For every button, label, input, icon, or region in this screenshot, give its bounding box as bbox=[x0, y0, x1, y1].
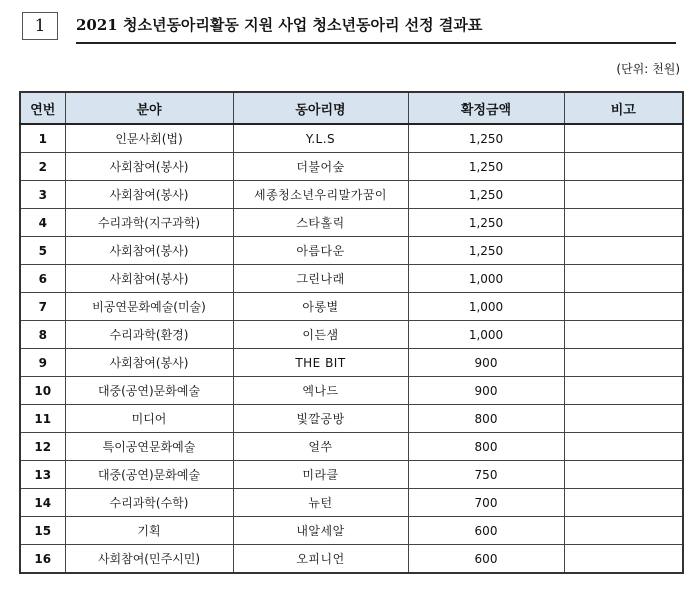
row-field: 사회참여(봉사) bbox=[65, 181, 233, 209]
row-note bbox=[564, 405, 683, 433]
row-note bbox=[564, 293, 683, 321]
row-amount: 700 bbox=[408, 489, 564, 517]
row-note bbox=[564, 489, 683, 517]
row-field: 대중(공연)문화예술 bbox=[65, 377, 233, 405]
row-field: 대중(공연)문화예술 bbox=[65, 461, 233, 489]
row-amount: 900 bbox=[408, 377, 564, 405]
row-field: 기획 bbox=[65, 517, 233, 545]
document-header bbox=[22, 12, 682, 42]
row-note bbox=[564, 153, 683, 181]
row-field: 사회참여(민주시민) bbox=[65, 545, 233, 574]
row-number: 14 bbox=[20, 489, 65, 517]
row-number: 8 bbox=[20, 321, 65, 349]
row-club-name: THE BIT bbox=[233, 349, 408, 377]
row-note bbox=[564, 517, 683, 545]
table-row bbox=[20, 237, 683, 265]
column-header-note: 비고 bbox=[564, 92, 683, 124]
table-row bbox=[20, 405, 683, 433]
unit-note: (단위: 천원) bbox=[616, 62, 680, 76]
title-underline bbox=[76, 42, 676, 44]
row-number: 10 bbox=[20, 377, 65, 405]
row-field: 사회참여(봉사) bbox=[65, 265, 233, 293]
row-club-name: Y.L.S bbox=[233, 124, 408, 153]
row-note bbox=[564, 377, 683, 405]
table-row bbox=[20, 545, 683, 574]
row-note bbox=[564, 461, 683, 489]
row-club-name: 얼쑤 bbox=[233, 433, 408, 461]
row-note bbox=[564, 124, 683, 153]
row-field: 수리과학(환경) bbox=[65, 321, 233, 349]
table-row bbox=[20, 265, 683, 293]
row-amount: 1,250 bbox=[408, 124, 564, 153]
row-club-name: 더불어숲 bbox=[233, 153, 408, 181]
table-row bbox=[20, 293, 683, 321]
row-club-name: 그린나래 bbox=[233, 265, 408, 293]
row-club-name: 세종청소년우리말가꿈이 bbox=[233, 181, 408, 209]
row-field: 미디어 bbox=[65, 405, 233, 433]
row-number: 7 bbox=[20, 293, 65, 321]
row-note bbox=[564, 181, 683, 209]
row-amount: 800 bbox=[408, 433, 564, 461]
row-amount: 600 bbox=[408, 517, 564, 545]
table-row bbox=[20, 461, 683, 489]
row-field: 사회참여(봉사) bbox=[65, 349, 233, 377]
row-club-name: 아름다운 bbox=[233, 237, 408, 265]
column-header-field: 분야 bbox=[65, 92, 233, 124]
table-body bbox=[20, 124, 683, 573]
column-header-club: 동아리명 bbox=[233, 92, 408, 124]
row-note bbox=[564, 433, 683, 461]
table-row bbox=[20, 433, 683, 461]
row-amount: 1,250 bbox=[408, 153, 564, 181]
row-club-name: 내알세알 bbox=[233, 517, 408, 545]
row-field: 사회참여(봉사) bbox=[65, 153, 233, 181]
row-number: 15 bbox=[20, 517, 65, 545]
column-header-no: 연번 bbox=[20, 92, 65, 124]
row-number: 12 bbox=[20, 433, 65, 461]
row-amount: 1,000 bbox=[408, 321, 564, 349]
row-number: 2 bbox=[20, 153, 65, 181]
row-note bbox=[564, 265, 683, 293]
table-header-row bbox=[20, 92, 683, 124]
selection-results-table bbox=[19, 91, 684, 574]
row-number: 13 bbox=[20, 461, 65, 489]
row-club-name: 미라클 bbox=[233, 461, 408, 489]
row-club-name: 이든샘 bbox=[233, 321, 408, 349]
row-number: 3 bbox=[20, 181, 65, 209]
row-number: 1 bbox=[20, 124, 65, 153]
table-row bbox=[20, 181, 683, 209]
table-row bbox=[20, 349, 683, 377]
row-amount: 1,250 bbox=[408, 209, 564, 237]
table-row bbox=[20, 517, 683, 545]
table-row bbox=[20, 489, 683, 517]
row-field: 수리과학(지구과학) bbox=[65, 209, 233, 237]
section-number-box: 1 bbox=[22, 12, 58, 40]
row-amount: 600 bbox=[408, 545, 564, 574]
row-note bbox=[564, 321, 683, 349]
row-field: 수리과학(수학) bbox=[65, 489, 233, 517]
row-amount: 750 bbox=[408, 461, 564, 489]
row-number: 5 bbox=[20, 237, 65, 265]
document-title: 2021 청소년동아리활동 지원 사업 청소년동아리 선정 결과표 bbox=[76, 16, 483, 34]
row-club-name: 오피니언 bbox=[233, 545, 408, 574]
table-row bbox=[20, 321, 683, 349]
row-amount: 900 bbox=[408, 349, 564, 377]
row-note bbox=[564, 349, 683, 377]
row-club-name: 뉴턴 bbox=[233, 489, 408, 517]
table-row bbox=[20, 377, 683, 405]
row-number: 16 bbox=[20, 545, 65, 574]
row-note bbox=[564, 209, 683, 237]
row-amount: 800 bbox=[408, 405, 564, 433]
row-number: 11 bbox=[20, 405, 65, 433]
table-row bbox=[20, 209, 683, 237]
row-field: 사회참여(봉사) bbox=[65, 237, 233, 265]
row-field: 특이공연문화예술 bbox=[65, 433, 233, 461]
row-number: 6 bbox=[20, 265, 65, 293]
row-note bbox=[564, 237, 683, 265]
row-club-name: 스타홀릭 bbox=[233, 209, 408, 237]
row-amount: 1,250 bbox=[408, 181, 564, 209]
row-club-name: 아롱별 bbox=[233, 293, 408, 321]
row-club-name: 빛깔공방 bbox=[233, 405, 408, 433]
row-number: 9 bbox=[20, 349, 65, 377]
table-row bbox=[20, 124, 683, 153]
row-note bbox=[564, 545, 683, 574]
row-club-name: 엑나드 bbox=[233, 377, 408, 405]
column-header-amount: 확정금액 bbox=[408, 92, 564, 124]
row-amount: 1,250 bbox=[408, 237, 564, 265]
row-field: 인문사회(법) bbox=[65, 124, 233, 153]
row-number: 4 bbox=[20, 209, 65, 237]
row-amount: 1,000 bbox=[408, 293, 564, 321]
table-row bbox=[20, 153, 683, 181]
row-amount: 1,000 bbox=[408, 265, 564, 293]
row-field: 비공연문화예술(미술) bbox=[65, 293, 233, 321]
